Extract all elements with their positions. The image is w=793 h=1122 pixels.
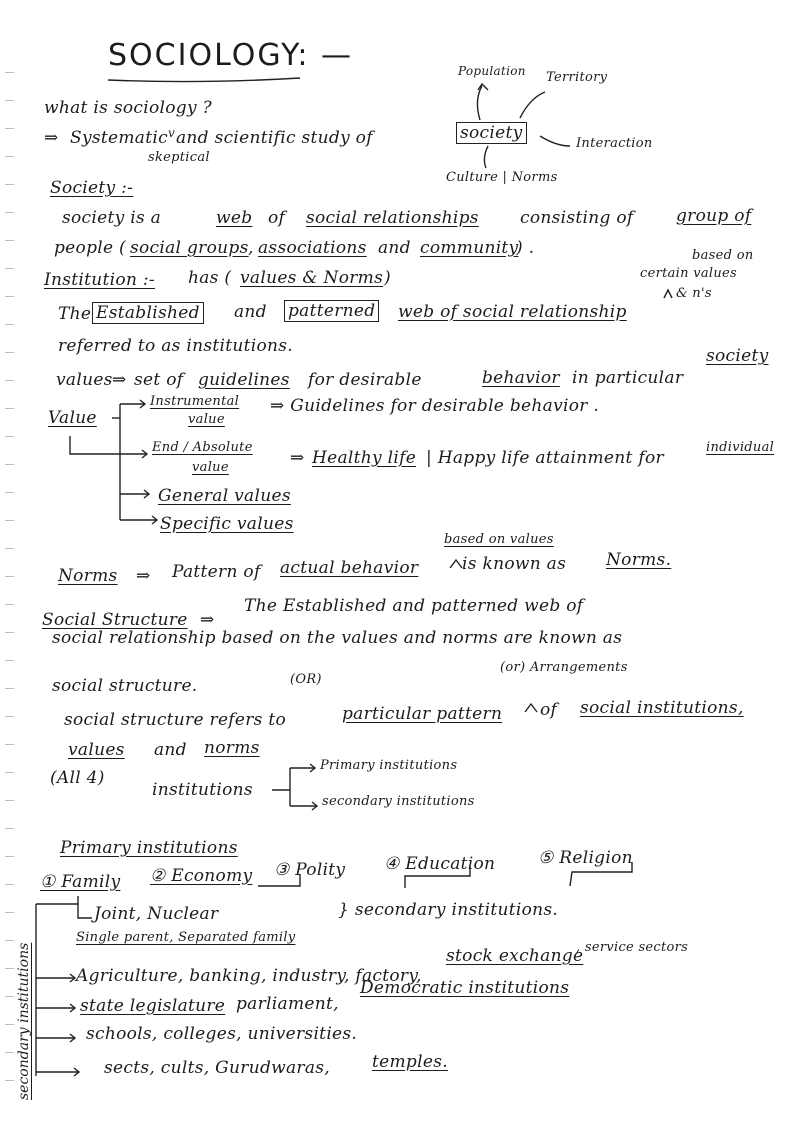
values-label: values (56, 370, 113, 390)
def-skeptical: skeptical (148, 150, 210, 165)
values-def-b: for desirable (308, 370, 422, 390)
norms-actual: actual behavior (280, 558, 419, 578)
all4-institutions: institutions (152, 780, 253, 800)
values-def-c: in particular (572, 368, 684, 388)
norms-arrow: ⇒ (136, 566, 151, 586)
value-instrumental-1: Instrumental (150, 394, 240, 409)
structure-line1: The Established and patterned web of (244, 596, 584, 616)
society-line2-a: people ( (54, 238, 126, 258)
value-end-2: value (192, 460, 229, 475)
society-line2-community: community (420, 238, 519, 258)
value-label: Value (48, 408, 97, 428)
society-culture-norms: Culture | Norms (446, 170, 558, 185)
institution-referred: referred to as institutions. (58, 336, 294, 356)
primary-economy: ② Economy (150, 866, 253, 886)
society-territory: Territory (546, 70, 608, 85)
value-end-def-b: | Happy life attainment for (426, 448, 664, 468)
value-end-arrow: ⇒ (290, 448, 305, 468)
page-title: SOCIOLOGY: — (108, 38, 354, 73)
institution-and: and (234, 302, 267, 322)
society-line2-close: ) . (516, 238, 535, 258)
values-def-a: set of (134, 370, 184, 390)
primary-sub-joint: Joint, Nuclear (94, 904, 219, 924)
primary-education: ④ Education (384, 854, 496, 874)
structure-line5-norms: norms (204, 738, 260, 758)
society-heading: Society :- (50, 178, 134, 198)
def-systematic: Systematic (70, 128, 168, 148)
society-line2-and: and (378, 238, 411, 258)
norms-word: Norms. (606, 550, 672, 570)
society-line1-of: of (268, 208, 286, 228)
institution-close: ) (384, 268, 391, 288)
all4-primary: Primary institutions (320, 758, 458, 773)
structure-line4-of: of (540, 700, 558, 720)
norms-based-on-values: based on values (444, 532, 554, 547)
values-def-society: society (706, 346, 769, 366)
society-line1-a: society is a (62, 208, 162, 228)
value-end-individual: individual (706, 440, 775, 455)
structure-or: (OR) (290, 672, 322, 687)
society-line1-consisting: consisting of (520, 208, 634, 228)
secondary-vertical-label: secondary institutions (16, 942, 32, 1100)
society-line2-comma: , (248, 238, 254, 258)
value-instrumental-2: value (188, 412, 225, 427)
structure-line4-a: social structure refers to (64, 710, 287, 730)
society-population: Population (458, 64, 526, 78)
value-specific: Specific values (160, 514, 294, 534)
structure-line3: social structure. (52, 676, 198, 696)
primary-polity: ③ Polity (274, 860, 346, 880)
society-line1-group: group of (676, 206, 752, 226)
secondary-temples: temples. (372, 1052, 448, 1072)
def-text: and scientific study of (176, 128, 373, 148)
def-society-box: society (456, 122, 527, 144)
institution-based-on: based on (692, 248, 754, 263)
primary-family: ① Family (40, 872, 121, 892)
society-line2-associations: associations (258, 238, 367, 258)
values-def-guidelines: guidelines (198, 370, 290, 390)
institution-web-of-social: web of social relationship (398, 302, 627, 322)
norms-pattern: Pattern of (172, 562, 261, 582)
structure-line5-values: values (68, 740, 125, 760)
institution-the: The (58, 304, 92, 324)
secondary-service: , service sectors (576, 940, 689, 955)
institution-has: has ( (188, 268, 232, 288)
secondary-democratic: Democratic institutions (360, 978, 570, 998)
value-end-1: End / Absolute (152, 440, 253, 455)
structure-line4-institutions: social institutions, (580, 698, 744, 718)
primary-sub-single: Single parent, Separated family (76, 930, 296, 945)
secondary-sects: sects, cults, Gurudwaras, (104, 1058, 331, 1078)
institution-label: Institution :- (44, 270, 155, 290)
all4-label: (All 4) (50, 768, 105, 788)
structure-line5-and: and (154, 740, 187, 760)
primary-secondary-bracket: } secondary institutions. (338, 900, 559, 920)
primary-heading: Primary institutions (60, 838, 238, 858)
values-def-behavior: behavior (482, 368, 560, 388)
society-interaction: Interaction (576, 136, 653, 151)
value-instrumental-def: ⇒ Guidelines for desirable behavior . (270, 396, 600, 416)
secondary-stock: stock exchange (446, 946, 584, 966)
society-line1-web: web (216, 208, 253, 228)
secondary-state: state legislature (80, 996, 226, 1016)
def-arrow: ⇒ (44, 128, 59, 148)
institution-certain-values: certain values (640, 266, 738, 281)
society-line2-social-groups: social groups (130, 238, 249, 258)
secondary-economy: Agriculture, banking, industry, factory, (76, 966, 422, 986)
structure-line2: social relationship based on the values and norms are known as (52, 628, 623, 648)
structure-line4-pattern: particular pattern (342, 704, 503, 724)
norms-label: Norms (58, 566, 118, 586)
primary-religion: ⑤ Religion (538, 848, 633, 868)
value-general: General values (158, 486, 291, 506)
values-def-arrow: ⇒ (112, 370, 127, 390)
all4-secondary: secondary institutions (322, 794, 475, 809)
society-line1-social: social relationships (306, 208, 479, 228)
question-what-is-sociology: what is sociology ? (44, 98, 212, 118)
def-insert-mark: v (168, 126, 176, 140)
structure-arrow: ⇒ (200, 610, 215, 630)
secondary-schools: schools, colleges, universities. (86, 1024, 358, 1044)
value-end-healthy: Healthy life (312, 448, 417, 468)
institution-established-box: Established (92, 302, 204, 324)
institution-and-norms: & n's (676, 286, 712, 301)
secondary-parliament: parliament, (236, 994, 339, 1014)
norms-is-known: is known as (462, 554, 567, 574)
structure-label: Social Structure (42, 610, 188, 630)
institution-values-norms: values & Norms (240, 268, 384, 288)
structure-or-arrangements: (or) Arrangements (500, 660, 628, 675)
institution-patterned-box: patterned (284, 300, 379, 322)
